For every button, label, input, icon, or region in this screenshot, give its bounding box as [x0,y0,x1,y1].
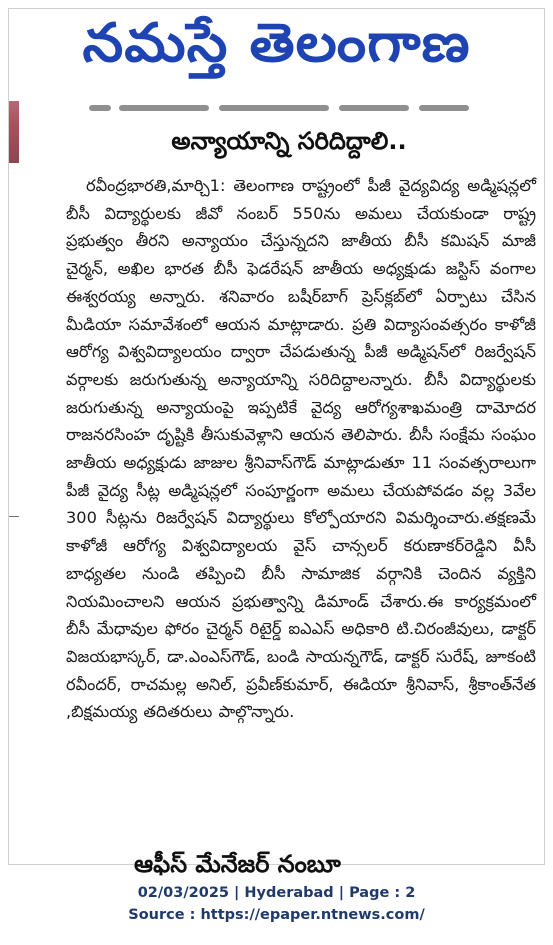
cut-text-line [89,101,479,113]
page-footer [0,882,553,926]
column-divider [9,516,19,517]
article-headline: అన్యాయాన్ని సరిదిద్దాలి.. [171,127,407,155]
article-body: రవీంద్రభారతి,మార్చి1: తెలంగాణ రాష్ట్రంలో పీజీ వైద్యవిద్య అడ్మిషన్లలో బీసీ విద్యార్థులకు జీవో నంబర్ 550ను అమలు చేయకుండా రాష్ట్ర ప్రభుత్వం తీరని అన్యాయం చేస్తున్నదని జాతీయ బీసీ కమిషన్ మాజీ చైర్మన్, అఖిల భారత బీసీ ఫెడరేషన్ జాతీయ అధ్యక్షుడు జస్టిస్ వంగాల ఈశ్వరయ్య అన్నారు. శనివారం బషీర్‌బాగ్ ప్రెస్‌క్లబ్‌లో ఏర్పాటు చేసిన మీడియా సమావేశంలో ఆయన మాట్లాడారు. ప్రతి విద్యాసంవత్సరం కాళోజీ ఆరోగ్య విశ్వవిద్యాలయం ద్వారా చేపడుతున్న పీజీ అడ్మిషన్‌లో రిజర్వేషన్ వర్గాలకు జరుగుతున్న అన్యాయాన్ని సరిదిద్దాలన్నారు. బీసీ విద్యార్థులకు జరుగుతున్న అన్యాయంపై ఇప్పటికే వైద్య ఆరోగ్యశాఖమంత్రి దామోదర రాజనరసింహ దృష్టికి తీసుకువెళ్లాని ఆయన తెలిపారు. బీసీ సంక్షేమ సంఘం జాతీయ అధ్యక్షుడు జాజుల శ్రీనివాస్‌గౌడ్ మాట్లాడుతూ 11 సంవత్సరాలుగా పీజీ వైద్య సీట్ల అడ్మిషన్లలో సంపూర్ణంగా అమలు చేయపోవడం వల్ల 3వేల 300 సీట్లను రిజర్వేషన్ విద్యార్థులు కోల్పోయారని విమర్శించారు.తక్షణమే కాళోజీ ఆరోగ్య విశ్వవిద్యాలయ వైస్ చాన్సలర్ కరుణాకర్‌రెడ్డిని వీసీ బాధ్యతల నుండి తప్పించి బీసీ సామాజిక వర్గానికి చెందిన వ్యక్తిని నియమించాలని ఆయన ప్రభుత్వాన్ని డిమాండ్ చేశారు.ఈ కార్యక్రమంలో బీసీ మేధావుల ఫోరం చైర్మన్ రిటైర్డ్ ఐఎఎస్ అధికారి టి.చిరంజీవులు, డాక్టర్ విజయభాస్కర్, డా.ఎంఎస్‌గౌడ్, బండి సాయన్నగౌడ్, డాక్టర్ సురేష్, జూకంటి రవీందర్, రాచమల్ల అనిల్, ప్రవీణ్‌కుమార్, ఈడియా శ్రీనివాస్, శ్రీకాంత్‌నేత ,బిక్షమయ్య తదితరులు పాల్గొన్నారు. [66,176,536,722]
adjacent-photo-fragment [9,101,19,163]
adjacent-column-fragment [9,101,19,861]
footer-date-city-page: 02/03/2025 | Hyderabad | Page : 2 [137,885,416,901]
footer-source: Source : https://epaper.ntnews.com/ [128,907,425,923]
newspaper-masthead [9,9,544,89]
epaper-clipping [8,8,545,878]
next-article-headline-cut: ఆఫీస్ మేనేజర్ నంబూ [134,850,341,878]
masthead-title: నమస్తే తెలంగాణ [82,10,471,74]
